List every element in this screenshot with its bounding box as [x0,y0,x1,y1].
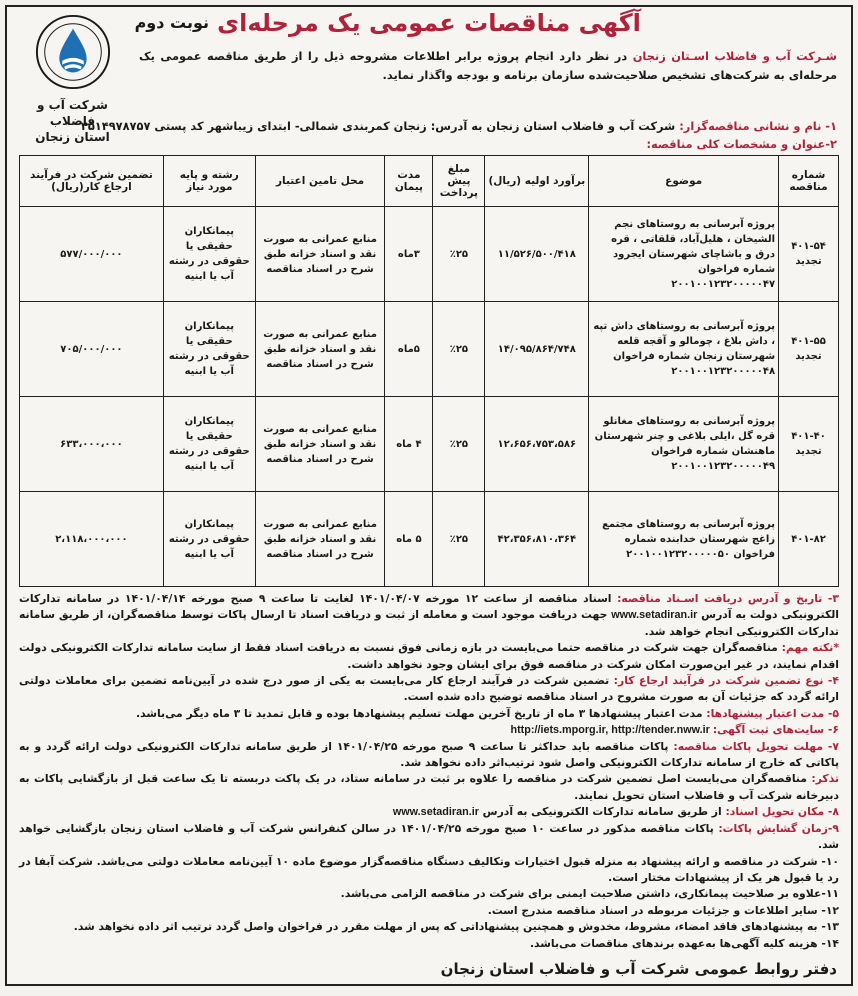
cell-funding: منابع عمرانی به صورت نقد و اسناد خزانه طبق شرح در اسناد مناقصه [255,492,385,587]
table-row [20,492,839,587]
org-logo-block [15,13,130,145]
tender-table [19,155,839,587]
note-8-text: از طریق سامانه تدارکات الکترونیکی به آدرس [478,805,726,819]
cell-subject: پروژه آبرسانی به روستاهای مجتمع زاغج شهرستان خدابنده شماره فراخوان ۲۰۰۱۰۰۱۲۳۲۰۰۰۰۰۵۰ [589,492,779,587]
note-9-label: ۹-زمان گشایش پاکات: [718,821,839,835]
note-5-text: مدت اعتبار پیشنهادها ۳ ماه از تاریخ آخرین مهلت تسلیم پیشنهادها بوده و قابل تمدید تا ۳ ماه دیگر می‌باشد. [136,706,707,720]
note-12: ۱۲- سایر اطلاعات و جزئیات مربوطه در اسناد مناقصه مندرج است. [487,903,839,917]
note-reminder-text: مناقصه‌گران می‌بایست اصل تضمین شرکت در مناقصه را علاوه بر ثبت در سامانه ستاد، در یک پاکت دربسته تا یک ساعت قبل از بازگشایی پاکات به دبیرخانه شرکت آب و فاضلاب استان تحویل نمایند. [19,772,839,802]
cell-duration: ۵ ماه [385,492,433,587]
section-1 [7,117,851,135]
intro-text: در نظر دارد انجام پروژه برابر اطلاعات مشروحه ذیل را از طریق مناقصه عمومی یک مرحله‌ای به شرکت‌های تشخیص صلاحیت‌شده سازمان برنامه و بودجه واگذار نماید. [139,49,837,82]
note-4 [19,673,839,706]
cell-guarantee: ۷۰۵/۰۰۰/۰۰۰ [20,302,164,397]
col-header-guarantee: تضمین شرکت در فرآیند ارجاع کار(ریال) [20,156,164,207]
table-header-row [20,156,839,207]
note-11: ۱۱-علاوه بر صلاحیت پیمانکاری، داشتن صلاحیت ایمنی برای شرکت در مناقصه الزامی می‌باشد. [340,887,839,901]
note-6 [19,722,839,738]
cell-duration: ۴ ماه [385,397,433,492]
cell-prepay: ٪۲۵ [433,302,485,397]
note-9-text: پاکات مناقصه مذکور در ساعت ۱۰ صبح مورخه ۱۴۰۱/۰۴/۲۵ در سالن کنفرانس شرکت آب و فاضلاب استان زنجان بازگشایی خواهد شد. [19,821,839,852]
cell-number: ۴۰۱-۵۵ تجدید [779,302,839,397]
col-header-funding: محل تامین اعتبار [255,156,385,207]
note-important-text: مناقصه‌گران جهت شرکت در مناقصه حتما می‌بایست در بازه زمانی فوق نسبت به دریافت اسناد فقط از سایت سامانه تدارکات الکترونیکی دولت اقدام نمایند، در غیر این‌صورت امکان شرکت در مناقصه فوق برای ایشان وجود نخواهد داشت. [19,641,839,671]
cell-funding: منابع عمرانی به صورت نقد و اسناد خزانه طبق شرح در اسناد مناقصه [255,207,385,302]
round-label: نوبت دوم [134,13,209,32]
footer-signature: دفتر روابط عمومی شرکت آب و فاضلاب استان زنجان [440,960,837,978]
note-5 [19,706,839,722]
section-2 [7,135,851,153]
section-2-label: ۲-عنوان و مشخصات کلی مناقصه: [646,137,837,151]
cell-field: پیمانکاران حقیقی یا حقوقی در رشته آب یا ابنیه [163,397,255,492]
cell-number: ۴۰۱-۸۲ [779,492,839,587]
cell-prepay: ٪۲۵ [433,492,485,587]
note-13: ۱۳- به پیشنهادهای فاقد امضاء، مشروط، مخدوش و همچنین پیشنهاداتی که پس از مهلت مقرر در فراخوان واصل گردد ترتیب اثر داده نخواهد شد. [73,920,839,934]
note-7 [19,739,839,772]
note-9 [19,821,839,854]
cell-prepay: ٪۲۵ [433,207,485,302]
note-5-label: ۵- مدت اعتبار پیشنهادها: [706,706,839,720]
cell-guarantee: ۲،۱۱۸،۰۰۰،۰۰۰ [20,492,164,587]
col-header-field: رشته و پایه مورد نیاز [163,156,255,207]
section-1-label: ۱- نام و نشانی مناقصه‌گزار: [679,119,837,133]
col-header-estimate: برآورد اولیه (ریال) [485,156,589,207]
note-3-text: اسناد مناقصه از ساعت ۱۲ مورخه ۱۴۰۱/۰۴/۰۷ لغایت تا ساعت ۹ صبح مورخه ۱۴۰۱/۰۴/۱۴ در سامانه تدارکات الکترونیکی دولت به آدرس [19,592,839,622]
cell-estimate: ۱۲،۶۵۶،۷۵۳،۵۸۶ [485,397,589,492]
note-4-text: تضمین شرکت در فرآیند ارجاع کار می‌بایست به یکی از صور درج شده در آیین‌نامه تضمین برای معاملات دولتی ارائه گردد که جزئیات آن به صورت مشروح در اسناد مناقصه توضیح داده شده است. [19,674,839,704]
intro-org: شـرکت آب و فاضلاب اسـتان زنجان [632,49,837,63]
cell-field: پیمانکاران حقیقی یا حقوقی در رشته آب یا ابنیه [163,207,255,302]
org-name-line2: استان زنجان [35,130,110,144]
cell-estimate: ۱۱/۵۲۶/۵۰۰/۴۱۸ [485,207,589,302]
cell-subject: پروژه آبرسانی به روستاهای مغانلو قره گل ،ایلی بلاغی و چنر شهرستان ماهنشان شماره فراخوان ۲۰۰۱۰۰۱۲۳۲۰۰۰۰۰۴۹ [589,397,779,492]
note-8 [19,804,839,820]
note-4-label: ۴- نوع تضمین شرکت در فرآیند ارجاع کار: [613,674,839,688]
cell-duration: ۳ماه [385,207,433,302]
note-3-label: ۳- تاریخ و آدرس دریافت اسـناد مناقصه: [617,592,839,605]
cell-funding: منابع عمرانی به صورت نقد و اسناد خزانه طبق شرح در اسناد مناقصه [255,397,385,492]
page-title: آگهی مناقصات عمومی یک مرحله‌ای [217,9,641,37]
water-drop-logo-icon [34,13,112,91]
cell-guarantee: ۶۳۳،۰۰۰،۰۰۰ [20,397,164,492]
cell-number: ۴۰۱-۴۰ تجدید [779,397,839,492]
col-header-subject: موضوع [589,156,779,207]
cell-funding: منابع عمرانی به صورت نقد و اسناد خزانه طبق شرح در اسناد مناقصه [255,302,385,397]
section-1-text: شرکت آب و فاضلاب استان زنجان به آدرس: زنجان کمربندی شمالی- ابتدای زیباشهر کد پستی ۴۵۱۴۹۷۸۷۵۷ [80,119,680,133]
note-14: ۱۴- هزینه کلیه آگهی‌ها به‌عهده برندهای مناقصات می‌باشد. [529,936,839,950]
cell-number: ۴۰۱-۵۴ تجدید [779,207,839,302]
cell-estimate: ۴۲،۳۵۶،۸۱۰،۳۶۴ [485,492,589,587]
registration-sites-links[interactable]: http://iets.mporg.ir, http://tender.nww.ir [510,724,713,737]
note-reminder-label: تذکر: [811,772,839,786]
cell-guarantee: ۵۷۷/۰۰۰/۰۰۰ [20,207,164,302]
cell-subject: پروژه آبرسانی به روستاهای نجم الشیخان ، هلیل‌آباد، قلقاتی ، قره درق و باشاچای شهرستان ایجرود شماره فراخوان ۲۰۰۱۰۰۱۲۳۲۰۰۰۰۰۴۷ [589,207,779,302]
intro-paragraph [139,47,837,85]
table-row [20,207,839,302]
setadiran-link[interactable]: www.setadiran.ir [611,609,698,622]
col-header-number: شماره مناقصه [779,156,839,207]
note-important [19,640,839,673]
table-row [20,302,839,397]
cell-field: پیمانکاران حقیقی یا حقوقی در رشته آب یا ابنیه [163,302,255,397]
setadiran-link-2[interactable]: www.setadiran.ir [392,806,479,819]
cell-subject: پروژه آبرسانی به روستاهای داش تپه ، داش بلاغ ، چومالو و آقجه قلعه شهرستان زنجان شماره فراخوان ۲۰۰۱۰۰۱۲۳۲۰۰۰۰۰۴۸ [589,302,779,397]
table-row [20,397,839,492]
org-name-line1: شرکت آب و فاضلاب [37,98,108,128]
note-3-text2: جهت دریافت موجود است و معامله از ثبت و دریافت اسناد تا ارسال پاکات توسط مناقصه‌گران، از طریق سامانه تدارکات الکترونیکی انجام خواهد شد. [19,608,839,638]
note-7-text: پاکات مناقصه باید حداکثر تا ساعت ۹ صبح مورخه ۱۴۰۱/۰۴/۲۵ از طریق سامانه تدارکات الکترونیکی دولت ارائه گردد و به پاکاتی که خارج از سامانه تدارکات الکترونیکی واصل شود ترتیب‌اثر داده نخواهد شد. [19,739,839,770]
cell-prepay: ٪۲۵ [433,397,485,492]
note-6-label: ۶- سایت‌های ثبت آگهی: [712,723,839,737]
terms-section [7,587,851,952]
col-header-duration: مدت پیمان [385,156,433,207]
cell-estimate: ۱۴/۰۹۵/۸۶۴/۷۴۸ [485,302,589,397]
cell-field: پیمانکاران حقوقی در رشته آب یا ابنیه [163,492,255,587]
note-important-label: *نکته مهم: [781,641,840,655]
note-reminder [19,771,839,804]
col-header-prepay: مبلغ پیش پرداخت [433,156,485,207]
tender-advertisement [5,5,853,986]
cell-duration: ۵ماه [385,302,433,397]
note-10: ۱۰- شرکت در مناقصه و ارائه پیشنهاد به منزله قبول اختیارات وتکالیف دستگاه مناقصه‌گزار موضوع ماده ۱۰ آیین‌نامه معاملات دولتی می‌باشد. شرکت آبفا در رد یا قبول هر یک از پیشنهادات مختار است. [19,854,839,884]
note-8-label: ۸- مکان تحویل اسناد: [725,805,839,819]
note-7-label: ۷- مهلت تحویل پاکات مناقصه: [673,739,839,753]
note-3 [19,591,839,640]
